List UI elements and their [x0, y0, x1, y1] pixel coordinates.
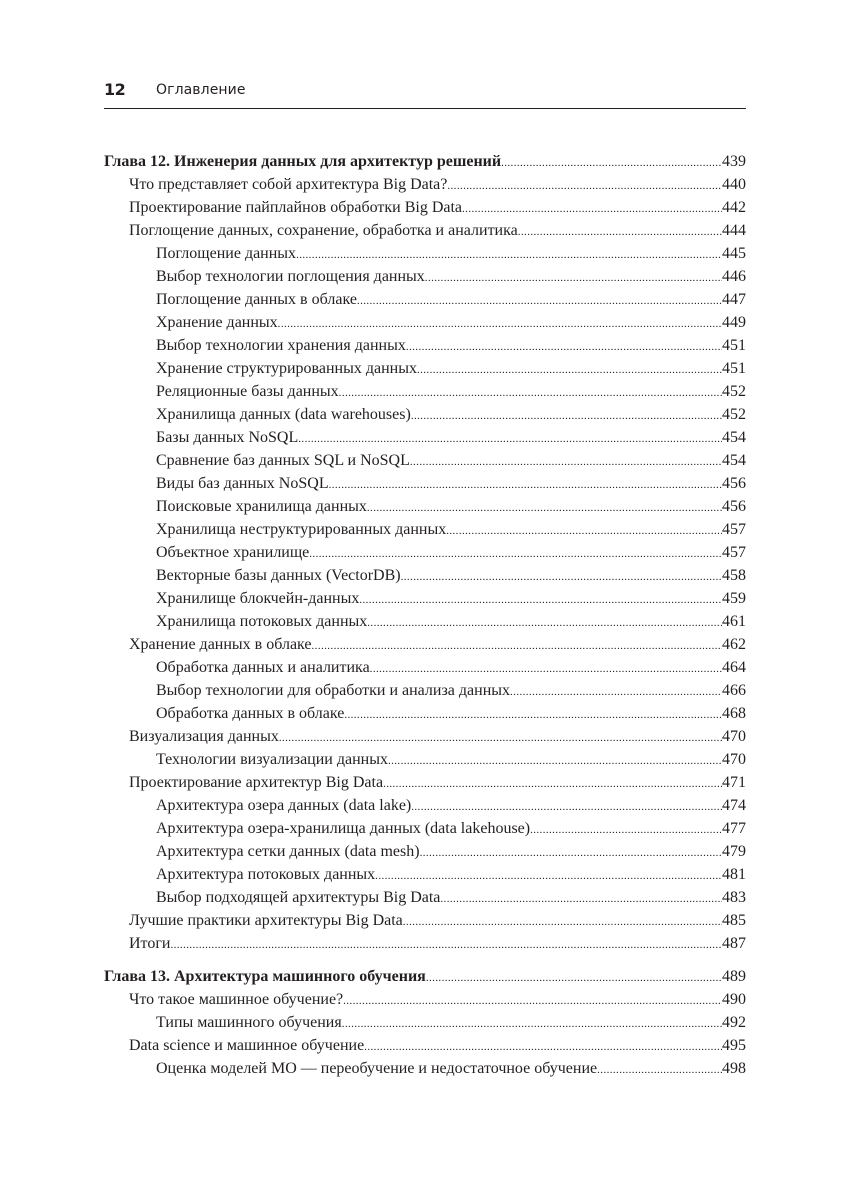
- dot-leader: [344, 704, 722, 727]
- toc-entry-page: 490: [722, 991, 746, 1008]
- dot-leader: [406, 336, 722, 359]
- toc-entry-page: 466: [722, 682, 746, 699]
- toc-entry: [104, 863, 746, 886]
- dot-leader: [425, 267, 722, 290]
- toc-entry-page: 451: [722, 360, 746, 377]
- toc-entry-page: 498: [722, 1060, 746, 1077]
- toc-entry: [104, 587, 746, 610]
- toc-entry: [104, 748, 746, 771]
- dot-leader: [339, 382, 722, 405]
- toc-entry: [104, 656, 746, 679]
- toc-entry-title: Хранение структурированных данных: [156, 360, 417, 377]
- toc-entry-page: 456: [722, 475, 746, 492]
- toc-entry-title: Глава 12. Инженерия данных для архитектур решений: [104, 153, 502, 170]
- toc-entry: [104, 311, 746, 334]
- toc-entry-title: Объектное хранилище: [156, 544, 310, 561]
- toc-entry-page: 474: [722, 797, 746, 814]
- toc-entry-title: Выбор технологии хранения данных: [156, 337, 406, 354]
- dot-leader: [417, 359, 722, 382]
- toc-entry: [104, 1057, 746, 1080]
- toc-entry: [104, 403, 746, 426]
- toc-entry-page: 446: [722, 268, 746, 285]
- toc-entry-title: Архитектура озера данных (data lake): [156, 797, 412, 814]
- toc-entry-page: 445: [722, 245, 746, 262]
- toc-entry-page: 462: [722, 636, 746, 653]
- dot-leader: [279, 727, 722, 750]
- page-number: 12: [104, 80, 126, 99]
- dot-leader: [364, 1036, 722, 1059]
- dot-leader: [462, 198, 722, 221]
- toc-entry: [104, 1034, 746, 1057]
- toc-entry-page: 487: [722, 935, 746, 952]
- toc-entry-page: 440: [722, 176, 746, 193]
- toc-entry: [104, 794, 746, 817]
- running-title: Оглавление: [156, 82, 246, 98]
- toc-entry: [104, 265, 746, 288]
- toc-entry-page: 457: [722, 521, 746, 538]
- dot-leader: [401, 566, 722, 589]
- dot-leader: [426, 967, 722, 990]
- toc-entry-page: 471: [722, 774, 746, 791]
- toc-entry-page: 481: [722, 866, 746, 883]
- page-header: [104, 80, 746, 109]
- dot-leader: [510, 681, 722, 704]
- toc-entry: [104, 932, 746, 955]
- table-of-contents: [104, 150, 746, 1080]
- toc-entry-title: Хранилище блокчейн-данных: [156, 590, 360, 607]
- dot-leader: [278, 313, 722, 336]
- toc-entry-title: Проектирование архитектур Big Data: [129, 774, 384, 791]
- toc-entry-page: 451: [722, 337, 746, 354]
- toc-entry: [104, 334, 746, 357]
- toc-entry: [104, 771, 746, 794]
- toc-entry: [104, 988, 746, 1011]
- toc-entry: [104, 173, 746, 196]
- toc-entry-title: Проектирование пайплайнов обработки Big Data: [129, 199, 463, 216]
- toc-entry-title: Выбор технологии поглощения данных: [156, 268, 425, 285]
- toc-entry: [104, 242, 746, 265]
- toc-entry-title: Векторные базы данных (VectorDB): [156, 567, 401, 584]
- dot-leader: [597, 1059, 722, 1082]
- toc-entry: [104, 219, 746, 242]
- dot-leader: [367, 497, 722, 520]
- dot-leader: [501, 152, 722, 175]
- toc-entry-title: Хранение данных в облаке: [129, 636, 312, 653]
- toc-entry-title: Оценка моделей МО — переобучение и недостаточное обучение: [156, 1060, 598, 1077]
- toc-entry: [104, 518, 746, 541]
- dot-leader: [383, 773, 722, 796]
- toc-entry-page: 489: [722, 968, 746, 985]
- toc-entry: [104, 564, 746, 587]
- dot-leader: [359, 589, 722, 612]
- toc-entry-title: Хранилища данных (data warehouses): [156, 406, 411, 423]
- toc-entry-title: Архитектура потоковых данных: [156, 866, 376, 883]
- toc-entry-title: Поисковые хранилища данных: [156, 498, 367, 515]
- dot-leader: [170, 934, 722, 957]
- toc-entry-title: Что такое машинное обучение?: [129, 991, 344, 1008]
- toc-entry-title: Поглощение данных, сохранение, обработка и аналитика: [129, 222, 518, 239]
- toc-entry-title: Обработка данных в облаке: [156, 705, 345, 722]
- toc-entry: [104, 426, 746, 449]
- dot-leader: [518, 221, 722, 244]
- toc-entry-page: 454: [722, 429, 746, 446]
- toc-chapter-entry: [104, 965, 746, 988]
- dot-leader: [367, 612, 722, 635]
- toc-entry-page: 449: [722, 314, 746, 331]
- toc-entry-title: Архитектура сетки данных (data mesh): [156, 843, 420, 860]
- toc-entry-page: 483: [722, 889, 746, 906]
- toc-entry-page: 470: [722, 751, 746, 768]
- toc-entry-title: Архитектура озера-хранилища данных (data lakehouse): [156, 820, 531, 837]
- toc-entry: [104, 886, 746, 909]
- toc-entry: [104, 702, 746, 725]
- toc-entry-title: Хранение данных: [156, 314, 278, 331]
- toc-entry-title: Лучшие практики архитектуры Big Data: [129, 912, 403, 929]
- toc-entry-page: 492: [722, 1014, 746, 1031]
- toc-entry-page: 458: [722, 567, 746, 584]
- toc-entry-title: Обработка данных и аналитика: [156, 659, 370, 676]
- toc-entry: [104, 380, 746, 403]
- toc-entry-page: 454: [722, 452, 746, 469]
- toc-entry-title: Хранилища неструктурированных данных: [156, 521, 447, 538]
- toc-entry-title: Виды баз данных NoSQL: [156, 475, 329, 492]
- dot-leader: [403, 911, 722, 934]
- toc-entry-title: Что представляет собой архитектура Big Data?: [129, 176, 448, 193]
- dot-leader: [296, 244, 722, 267]
- dot-leader: [357, 290, 722, 313]
- toc-entry-title: Базы данных NoSQL: [156, 429, 299, 446]
- toc-entry: [104, 541, 746, 564]
- dot-leader: [410, 451, 722, 474]
- toc-entry-page: 452: [722, 383, 746, 400]
- toc-entry-title: Поглощение данных в облаке: [156, 291, 357, 308]
- toc-entry-title: Поглощение данных: [156, 245, 297, 262]
- dot-leader: [440, 888, 722, 911]
- toc-entry-title: Хранилища потоковых данных: [156, 613, 368, 630]
- dot-leader: [370, 658, 722, 681]
- toc-entry: [104, 633, 746, 656]
- dot-leader: [446, 520, 722, 543]
- toc-entry-title: Глава 13. Архитектура машинного обучения: [104, 968, 426, 985]
- toc-entry: [104, 1011, 746, 1034]
- toc-entry-page: 447: [722, 291, 746, 308]
- toc-entry: [104, 288, 746, 311]
- toc-entry: [104, 495, 746, 518]
- toc-entry-page: 439: [722, 153, 746, 170]
- toc-entry-page: 459: [722, 590, 746, 607]
- toc-entry: [104, 909, 746, 932]
- dot-leader: [530, 819, 722, 842]
- toc-chapter-entry: [104, 150, 746, 173]
- toc-entry: [104, 725, 746, 748]
- toc-entry: [104, 196, 746, 219]
- toc-entry-page: 457: [722, 544, 746, 561]
- toc-entry: [104, 472, 746, 495]
- toc-entry-title: Выбор технологии для обработки и анализа данных: [156, 682, 511, 699]
- toc-entry-title: Типы машинного обучения: [156, 1014, 342, 1031]
- toc-entry-title: Реляционные базы данных: [156, 383, 339, 400]
- toc-entry: [104, 449, 746, 472]
- toc-entry-title: Data science и машинное обучение: [129, 1037, 365, 1054]
- dot-leader: [343, 990, 722, 1013]
- toc-entry: [104, 610, 746, 633]
- toc-entry-title: Итоги: [129, 935, 171, 952]
- toc-entry: [104, 679, 746, 702]
- toc-entry-page: 461: [722, 613, 746, 630]
- dot-leader: [411, 405, 722, 428]
- toc-entry: [104, 840, 746, 863]
- dot-leader: [309, 543, 722, 566]
- dot-leader: [375, 865, 722, 888]
- dot-leader: [447, 175, 722, 198]
- toc-entry-page: 468: [722, 705, 746, 722]
- dot-leader: [298, 428, 722, 451]
- toc-entry-page: 456: [722, 498, 746, 515]
- toc-entry-title: Выбор подходящей архитектуры Big Data: [156, 889, 441, 906]
- toc-entry-title: Сравнение баз данных SQL и NoSQL: [156, 452, 410, 469]
- toc-entry-page: 495: [722, 1037, 746, 1054]
- toc-entry-page: 442: [722, 199, 746, 216]
- toc-entry-page: 477: [722, 820, 746, 837]
- toc-entry-page: 470: [722, 728, 746, 745]
- toc-entry-title: Визуализация данных: [129, 728, 279, 745]
- toc-entry-page: 452: [722, 406, 746, 423]
- toc-entry-page: 444: [722, 222, 746, 239]
- dot-leader: [342, 1013, 722, 1036]
- dot-leader: [312, 635, 722, 658]
- toc-entry: [104, 357, 746, 380]
- toc-entry-page: 464: [722, 659, 746, 676]
- toc-entry-page: 479: [722, 843, 746, 860]
- dot-leader: [411, 796, 722, 819]
- toc-entry: [104, 817, 746, 840]
- dot-leader: [329, 474, 722, 497]
- dot-leader: [388, 750, 722, 773]
- toc-entry-title: Технологии визуализации данных: [156, 751, 388, 768]
- dot-leader: [420, 842, 722, 865]
- toc-entry-page: 485: [722, 912, 746, 929]
